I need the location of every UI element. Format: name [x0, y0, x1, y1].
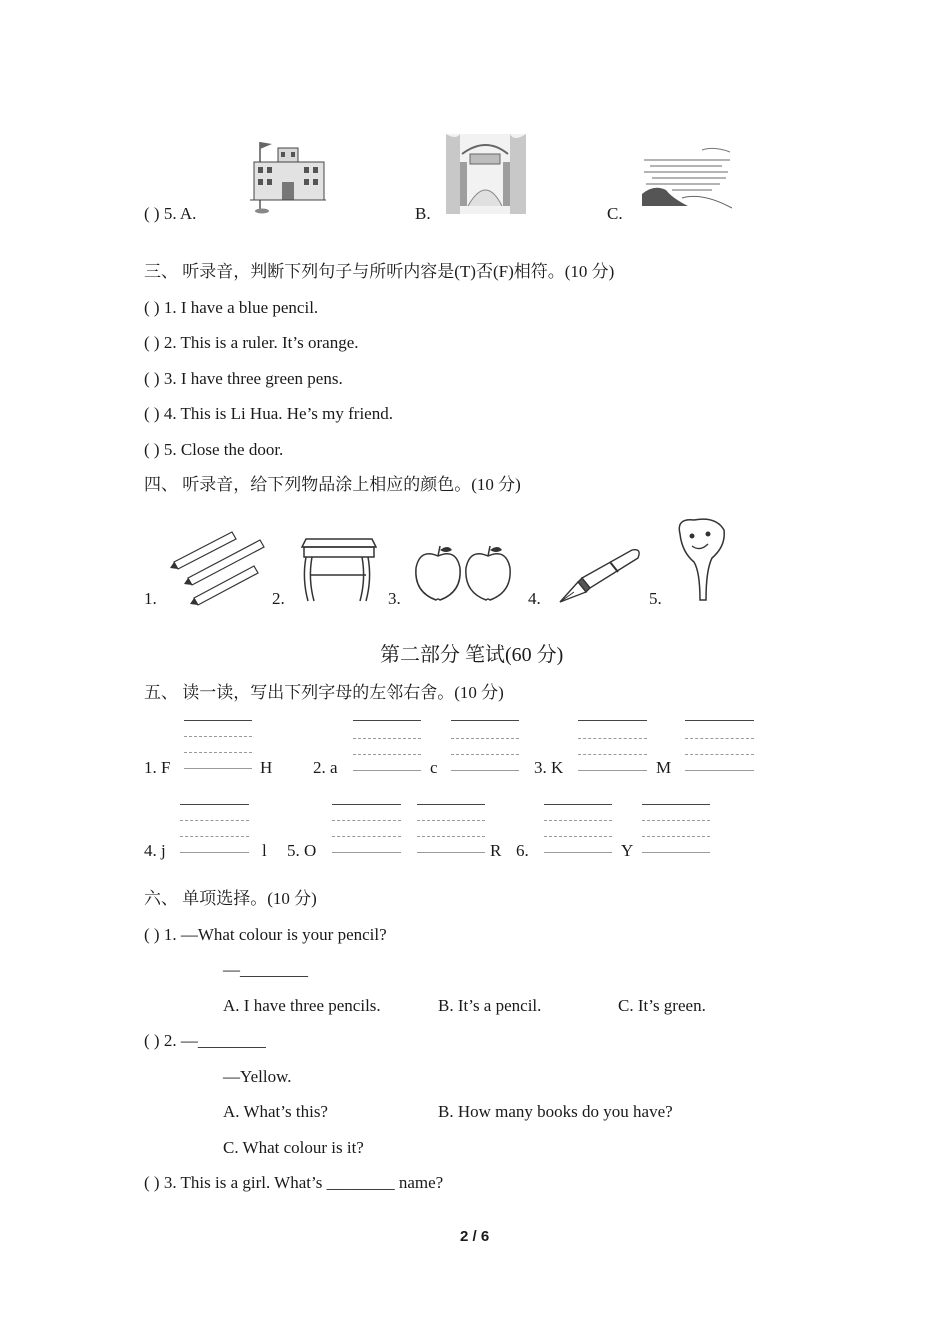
- letter-label: 5. O: [287, 841, 317, 860]
- q5-stem: ( ) 5. A.: [144, 204, 197, 223]
- section4-label: 3.: [388, 589, 401, 608]
- section3-heading: 三、 听录音，判断下列句子与所听内容是(T)否(F)相符。(10 分): [144, 262, 615, 281]
- part2-title: 第二部分 笔试(60 分): [380, 644, 564, 666]
- option-c: C. What colour is it?: [223, 1138, 364, 1157]
- option-b: B. How many books do you have?: [438, 1102, 673, 1121]
- school-building-icon: [248, 138, 328, 216]
- pencils-icon: [168, 526, 268, 606]
- letter-label: H: [260, 758, 273, 777]
- letter-label: M: [656, 758, 672, 777]
- section4-label: 5.: [649, 589, 662, 608]
- letter-label: Y: [621, 841, 634, 860]
- section3-item: ( ) 4. This is Li Hua. He’s my friend.: [144, 404, 393, 423]
- question-stem: ( ) 1. —What colour is your pencil?: [144, 925, 387, 944]
- letter-label: c: [430, 758, 438, 777]
- ruler-icon: [670, 516, 730, 606]
- apples-icon: [410, 544, 516, 604]
- q5-option-b: B.: [415, 204, 431, 223]
- question-stem: ( ) 3. This is a girl. What’s ________ name?: [144, 1173, 444, 1192]
- option-a: A. What’s this?: [223, 1102, 328, 1121]
- letter-label: R: [490, 841, 502, 860]
- section4-label: 4.: [528, 589, 541, 608]
- letter-label: 2. a: [313, 758, 338, 777]
- section3-item: ( ) 5. Close the door.: [144, 440, 284, 459]
- letter-label: l: [262, 841, 267, 860]
- section5-heading: 五、 读一读，写出下列字母的左邻右舍。(10 分): [144, 683, 504, 702]
- section4-heading: 四、 听录音，给下列物品涂上相应的颜色。(10 分): [144, 475, 521, 494]
- section4-label: 2.: [272, 589, 285, 608]
- page-number: 2 / 6: [460, 1228, 490, 1245]
- answer-blank: —________: [223, 960, 308, 979]
- section4-label: 1.: [144, 589, 157, 608]
- q5-option-c: C.: [607, 204, 623, 223]
- option-b: B. It’s a pencil.: [438, 996, 542, 1015]
- park-gate-icon: [446, 134, 526, 214]
- option-a: A. I have three pencils.: [223, 996, 381, 1015]
- section3-item: ( ) 2. This is a ruler. It’s orange.: [144, 333, 359, 352]
- letter-label: 4. j: [144, 841, 166, 860]
- letter-label: 3. K: [534, 758, 564, 777]
- section3-item: ( ) 1. I have a blue pencil.: [144, 298, 319, 317]
- option-c: C. It’s green.: [618, 996, 706, 1015]
- answer-line: —Yellow.: [223, 1067, 292, 1086]
- section3-item: ( ) 3. I have three green pens.: [144, 369, 343, 388]
- question-stem: ( ) 2. —________: [144, 1031, 266, 1050]
- letter-label: 1. F: [144, 758, 171, 777]
- section6-heading: 六、 单项选择。(10 分): [144, 889, 317, 908]
- letter-label: 6.: [516, 841, 529, 860]
- lake-landscape-icon: [642, 146, 732, 212]
- pen-icon: [552, 544, 644, 606]
- desk-icon: [296, 533, 380, 605]
